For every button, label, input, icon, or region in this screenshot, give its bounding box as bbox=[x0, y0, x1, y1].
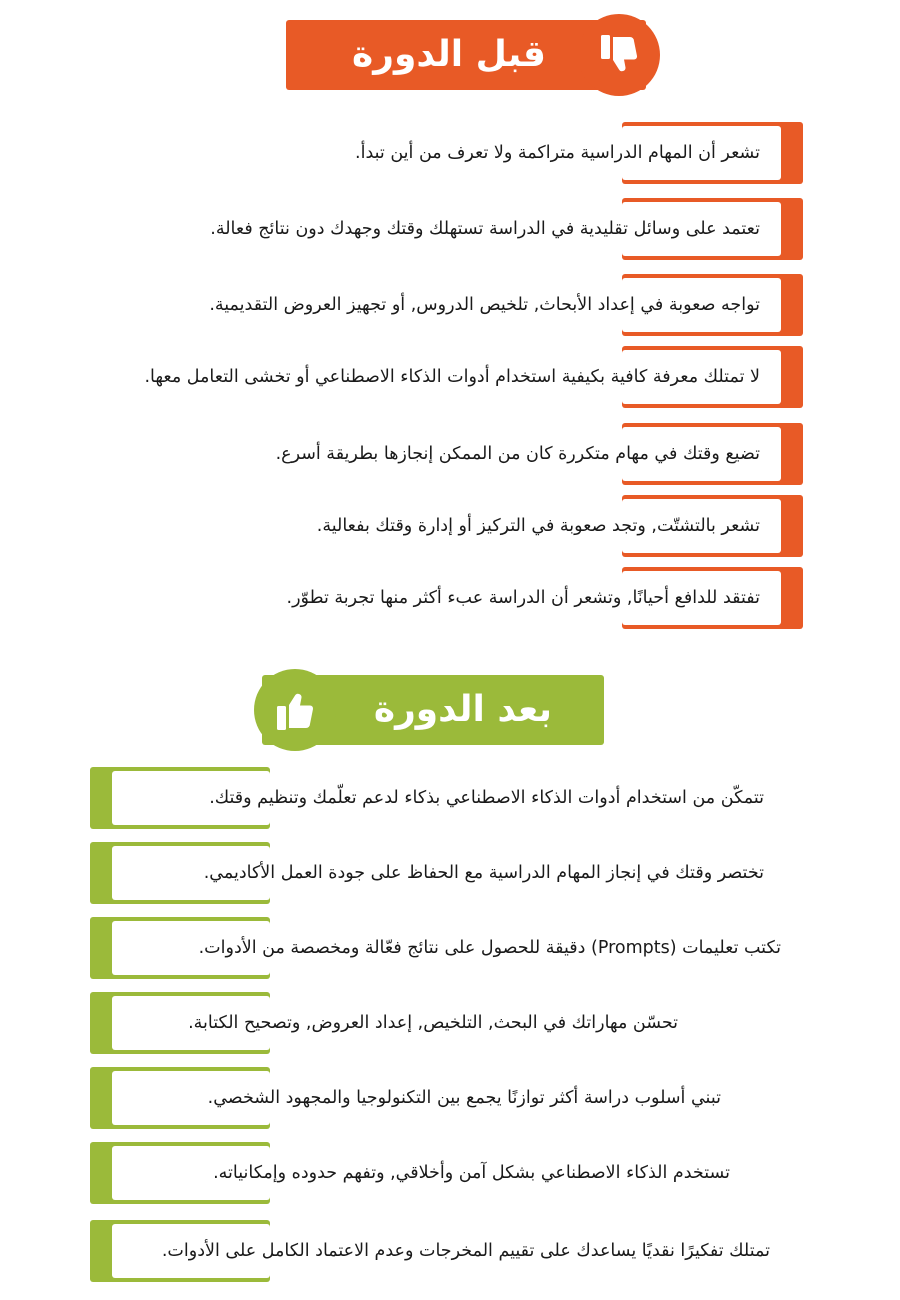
list-item bbox=[0, 1220, 900, 1282]
item-text: تشعر بالتشتّت, وتجد صعوبة في التركيز أو إدارة وقتك بفعالية. bbox=[316, 516, 760, 536]
item-text: تستخدم الذكاء الاصطناعي بشكل آمن وأخلاقي, وتفهم حدوده وإمكانياته. bbox=[213, 1163, 730, 1183]
item-text: تبني أسلوب دراسة أكثر توازنًا يجمع بين التكنولوجيا والمجهود الشخصي. bbox=[207, 1088, 721, 1108]
before-course-title: قبل الدورة bbox=[352, 34, 546, 75]
list-item bbox=[0, 1067, 900, 1129]
list-item bbox=[0, 842, 900, 904]
list-item bbox=[0, 567, 900, 629]
after-course-header bbox=[262, 675, 604, 745]
list-item bbox=[0, 122, 900, 184]
list-item bbox=[0, 1142, 900, 1204]
item-text: تفتقد للدافع أحيانًا, وتشعر أن الدراسة عبء أكثر منها تجربة تطوّر. bbox=[286, 588, 760, 608]
list-item bbox=[0, 992, 900, 1054]
item-text: تكتب تعليمات (Prompts) دقيقة للحصول على نتائج فعّالة ومخصصة من الأدوات. bbox=[198, 938, 781, 958]
item-text: تضيع وقتك في مهام متكررة كان من الممكن إنجازها بطريقة أسرع. bbox=[275, 444, 760, 464]
item-text: تشعر أن المهام الدراسية متراكمة ولا تعرف من أين تبدأ. bbox=[355, 143, 760, 163]
thumbs-down-icon bbox=[597, 33, 641, 77]
list-item bbox=[0, 274, 900, 336]
item-text: تواجه صعوبة في إعداد الأبحاث, تلخيص الدروس, أو تجهيز العروض التقديمية. bbox=[209, 295, 760, 315]
item-text: تختصر وقتك في إنجاز المهام الدراسية مع الحفاظ على جودة العمل الأكاديمي. bbox=[203, 863, 764, 883]
thumbs-up-icon bbox=[273, 688, 317, 732]
before-course-header bbox=[286, 20, 646, 90]
after-course-title: بعد الدورة bbox=[373, 689, 552, 730]
after-icon-circle bbox=[254, 669, 336, 751]
list-item bbox=[0, 917, 900, 979]
list-item bbox=[0, 346, 900, 408]
list-item bbox=[0, 198, 900, 260]
before-icon-circle bbox=[578, 14, 660, 96]
item-text: تمتلك تفكيرًا نقديًا يساعدك على تقييم المخرجات وعدم الاعتماد الكامل على الأدوات. bbox=[161, 1241, 770, 1261]
item-text: تحسّن مهاراتك في البحث, التلخيص, إعداد العروض, وتصحيح الكتابة. bbox=[188, 1013, 678, 1033]
list-item bbox=[0, 495, 900, 557]
item-text: تعتمد على وسائل تقليدية في الدراسة تستهلك وقتك وجهدك دون نتائج فعالة. bbox=[210, 219, 760, 239]
list-item bbox=[0, 767, 900, 829]
item-text: لا تمتلك معرفة كافية بكيفية استخدام أدوات الذكاء الاصطناعي أو تخشى التعامل معها. bbox=[144, 367, 760, 387]
item-text: تتمكّن من استخدام أدوات الذكاء الاصطناعي بذكاء لدعم تعلّمك وتنظيم وقتك. bbox=[209, 788, 764, 808]
list-item bbox=[0, 423, 900, 485]
